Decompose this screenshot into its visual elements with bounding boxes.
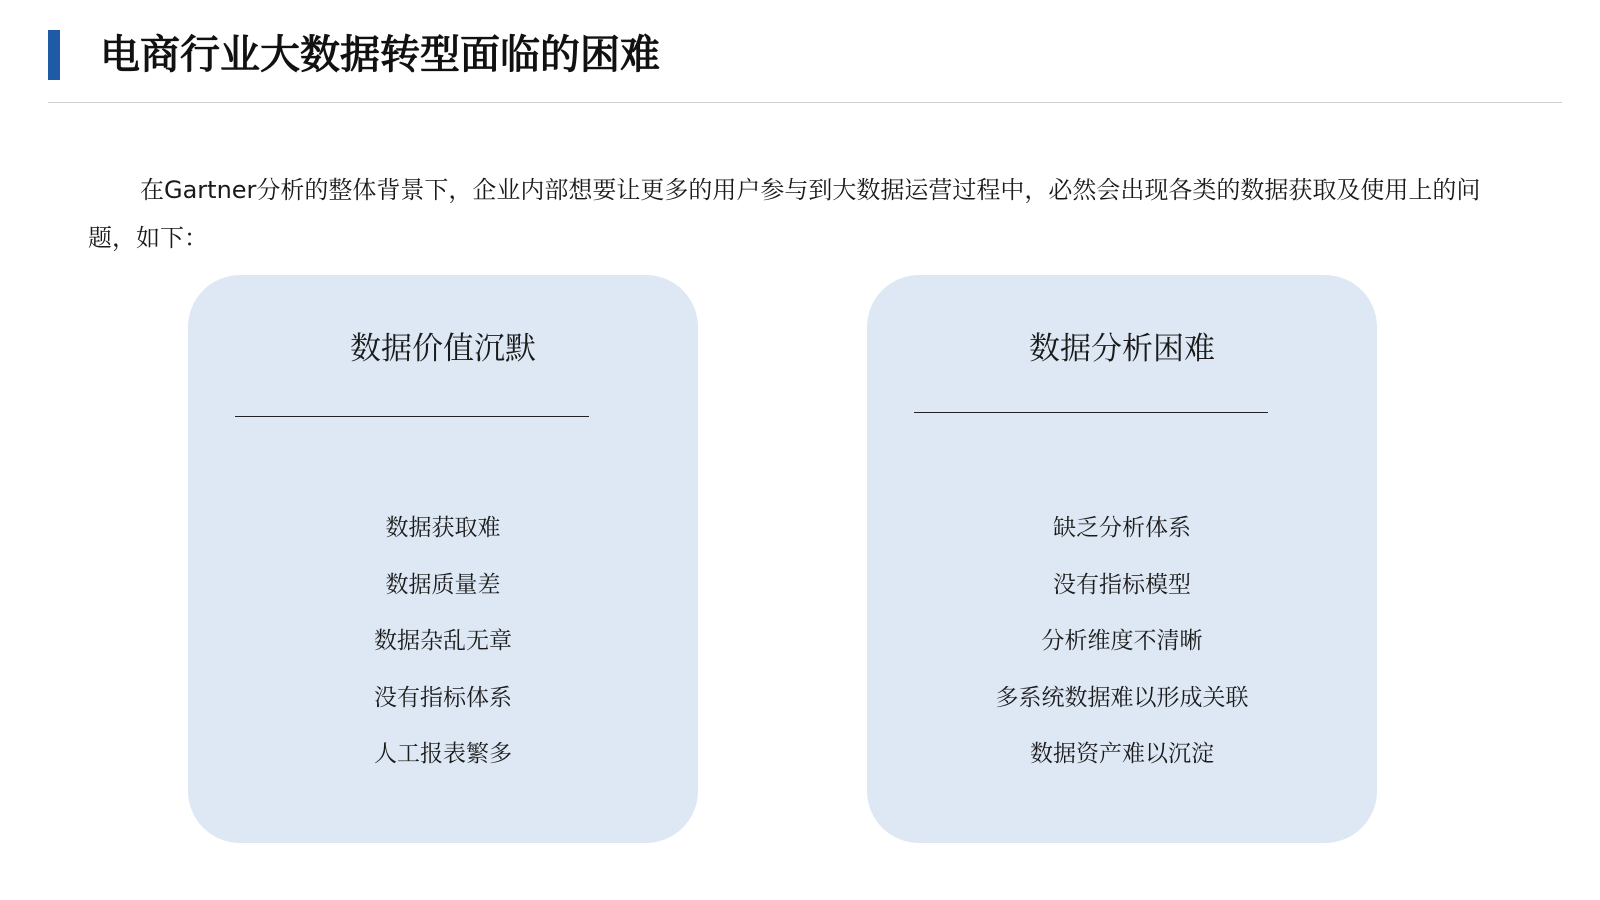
card-item-list bbox=[867, 500, 1377, 783]
card-data-analysis-difficult bbox=[867, 275, 1377, 843]
list-item: 没有指标体系 bbox=[374, 684, 512, 711]
list-item: 人工报表繁多 bbox=[374, 741, 512, 767]
card-heading: 数据价值沉默 bbox=[350, 331, 536, 367]
list-item: 缺乏分析体系 bbox=[1053, 515, 1191, 541]
title-accent-bar bbox=[48, 30, 60, 80]
card-divider bbox=[235, 416, 589, 417]
card-item-list bbox=[188, 500, 698, 783]
list-item: 没有指标模型 bbox=[1053, 571, 1191, 598]
list-item: 数据获取难 bbox=[385, 515, 501, 541]
list-item: 数据质量差 bbox=[385, 571, 501, 598]
page-title: 电商行业大数据转型面临的困难 bbox=[100, 32, 660, 78]
card-heading: 数据分析困难 bbox=[1029, 331, 1215, 367]
list-item: 分析维度不清晰 bbox=[1041, 628, 1203, 654]
title-divider bbox=[48, 102, 1562, 103]
card-divider bbox=[914, 412, 1268, 413]
card-data-value-silent bbox=[188, 275, 698, 843]
list-item: 多系统数据难以形成关联 bbox=[995, 684, 1249, 711]
list-item: 数据杂乱无章 bbox=[374, 628, 512, 654]
intro-paragraph: 在Gartner分析的整体背景下，企业内部想要让更多的用户参与到大数据运营过程中，必然会出现各类的数据获取及使用上的问题，如下： bbox=[88, 176, 1481, 252]
list-item: 数据资产难以沉淀 bbox=[1030, 741, 1214, 767]
